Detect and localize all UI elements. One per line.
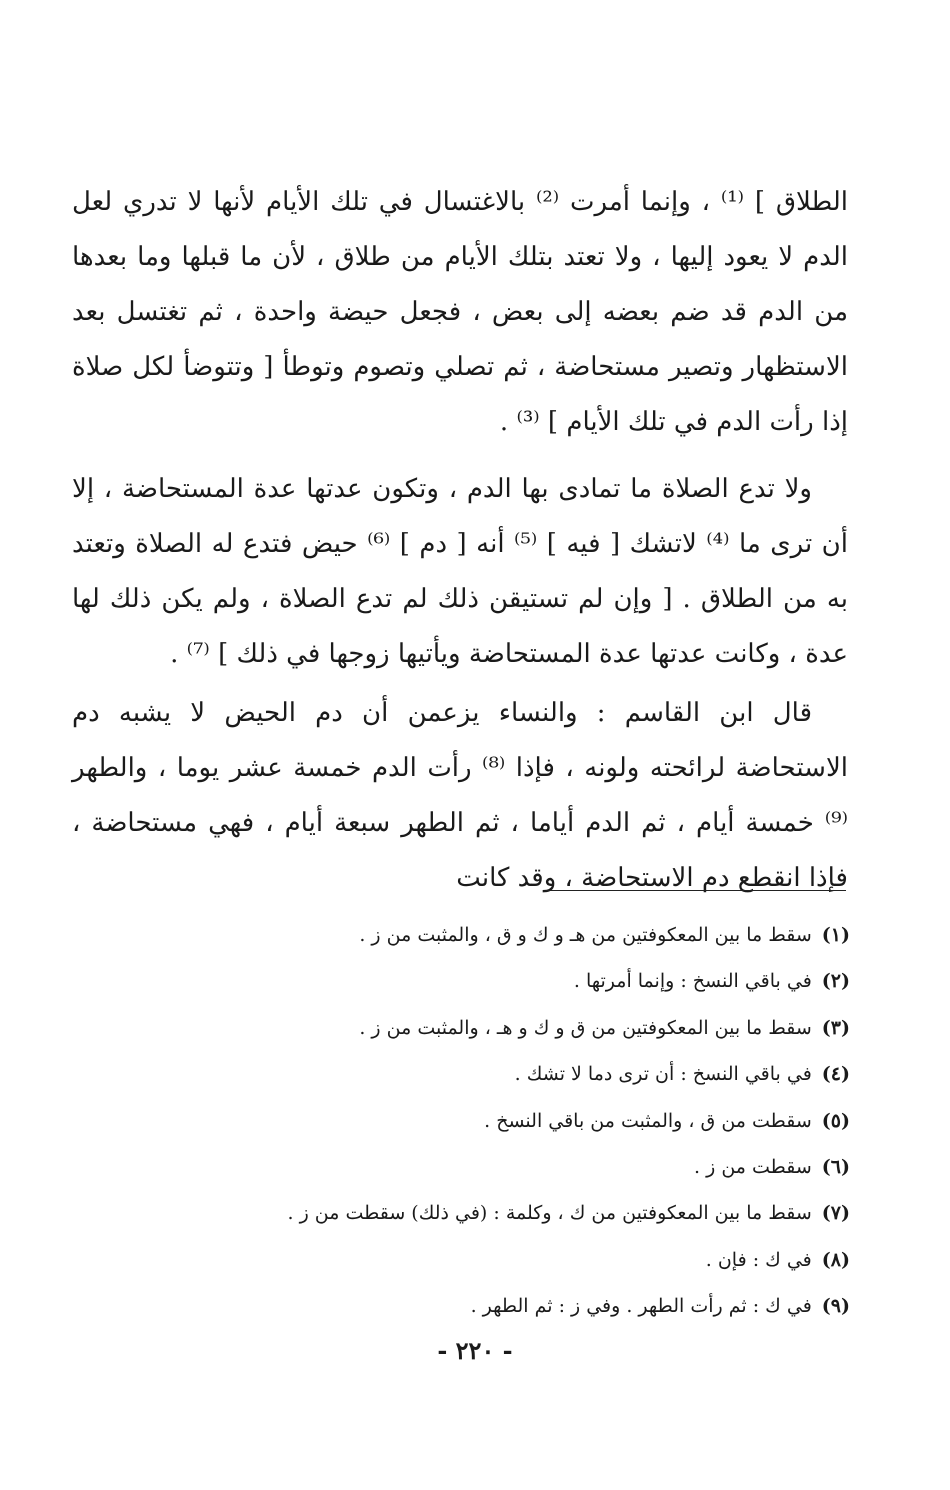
footnote-item <box>270 1190 850 1236</box>
page-number: - ٢٢٠ - <box>437 1336 513 1365</box>
paragraph-1: الطلاق ] ⁽¹⁾ ، وإنما أمرت ⁽²⁾ بالاغتسال في تلك الأيام لأنها لا تدري لعل الدم لا يعود إليها ، ولا تعتد بتلك الأيام من طلاق ، لأن ما قبلها وما بعدها من الدم قد ضم بعضه إلى بعض ، فجعل حيضة واحدة ، ثم تغتسل بعد الاستظهار وتصير مستحاضة ، ثم تصلي وتصوم وتوطأ [ وتتوضأ لكل صلاة إذا رأت الدم في تلك الأيام ] ⁽³⁾ . <box>72 187 848 437</box>
footnote-number: (٣) <box>821 1016 850 1039</box>
footnote-text: في باقي النسخ : وإنما أمرتها . <box>573 970 812 993</box>
footnote-item <box>270 912 850 958</box>
footnote-number: (٢) <box>821 970 850 993</box>
footnote-item <box>270 1144 850 1190</box>
footnote-number: (٦) <box>821 1155 850 1178</box>
footnote-number: (٥) <box>821 1109 850 1132</box>
footnote-text: سقط ما بين المعكوفتين من هـ و ك و ق ، والمثبت من ز . <box>359 924 812 946</box>
paragraph-3: قال ابن القاسم : والنساء يزعمن أن دم الحيض لا يشبه دم الاستحاضة لرائحته ولونه ، فإذا ⁽⁸⁾ رأت الدم خمسة عشر يوما ، والطهر ⁽⁹⁾ خمسة أيام ، ثم الدم أياما ، ثم الطهر سبعة أيام ، فهي مستحاضة ، فإذا انقطع دم الاستحاضة ، وقد كانت <box>72 698 848 893</box>
footnote-item <box>270 1098 850 1144</box>
footnote-number: (٨) <box>821 1248 850 1271</box>
footnote-text: سقط ما بين المعكوفتين من ك ، وكلمة : (في ذلك) سقطت من ز . <box>287 1202 812 1225</box>
footnote-number: (٤) <box>821 1063 850 1086</box>
footnote-text: سقطت من ز . <box>694 1155 812 1178</box>
paragraph-2: ولا تدع الصلاة ما تمادى بها الدم ، وتكون عدتها عدة المستحاضة ، إلا أن ترى ما ⁽⁴⁾ لاتشك [ فيه ] ⁽⁵⁾ أنه [ دم ] ⁽⁶⁾ حيض فتدع له الصلاة وتعتد به من الطلاق . [ وإن لم تستيقن ذلك لم تدع الصلاة ، ولم يكن ذلك لها عدة ، وكانت عدتها عدة المستحاضة ويأتيها زوجها في ذلك ] ⁽⁷⁾ . <box>72 474 848 669</box>
footnote-item <box>270 958 850 1004</box>
footnote-number: (١) <box>821 924 850 946</box>
footnote-number: (٩) <box>821 1295 850 1318</box>
footnotes-list <box>270 912 850 1330</box>
footnote-text: في ك : فإن . <box>705 1248 812 1271</box>
footnote-number: (٧) <box>821 1202 850 1225</box>
footnote-text: سقط ما بين المعكوفتين من ق و ك و هـ ، والمثبت من ز . <box>359 1016 812 1039</box>
footnote-text: في ك : ثم رأت الطهر . وفي ز : ثم الطهر . <box>470 1295 812 1318</box>
footnote-text: في باقي النسخ : أن ترى دما لا تشك . <box>514 1063 812 1086</box>
footnote-text: سقطت من ق ، والمثبت من باقي النسخ . <box>484 1109 812 1132</box>
footnote-divider <box>546 890 846 891</box>
footnote-item <box>270 1005 850 1051</box>
footnote-item <box>270 1283 850 1329</box>
footnote-item <box>270 1237 850 1283</box>
footnote-item <box>270 1051 850 1097</box>
